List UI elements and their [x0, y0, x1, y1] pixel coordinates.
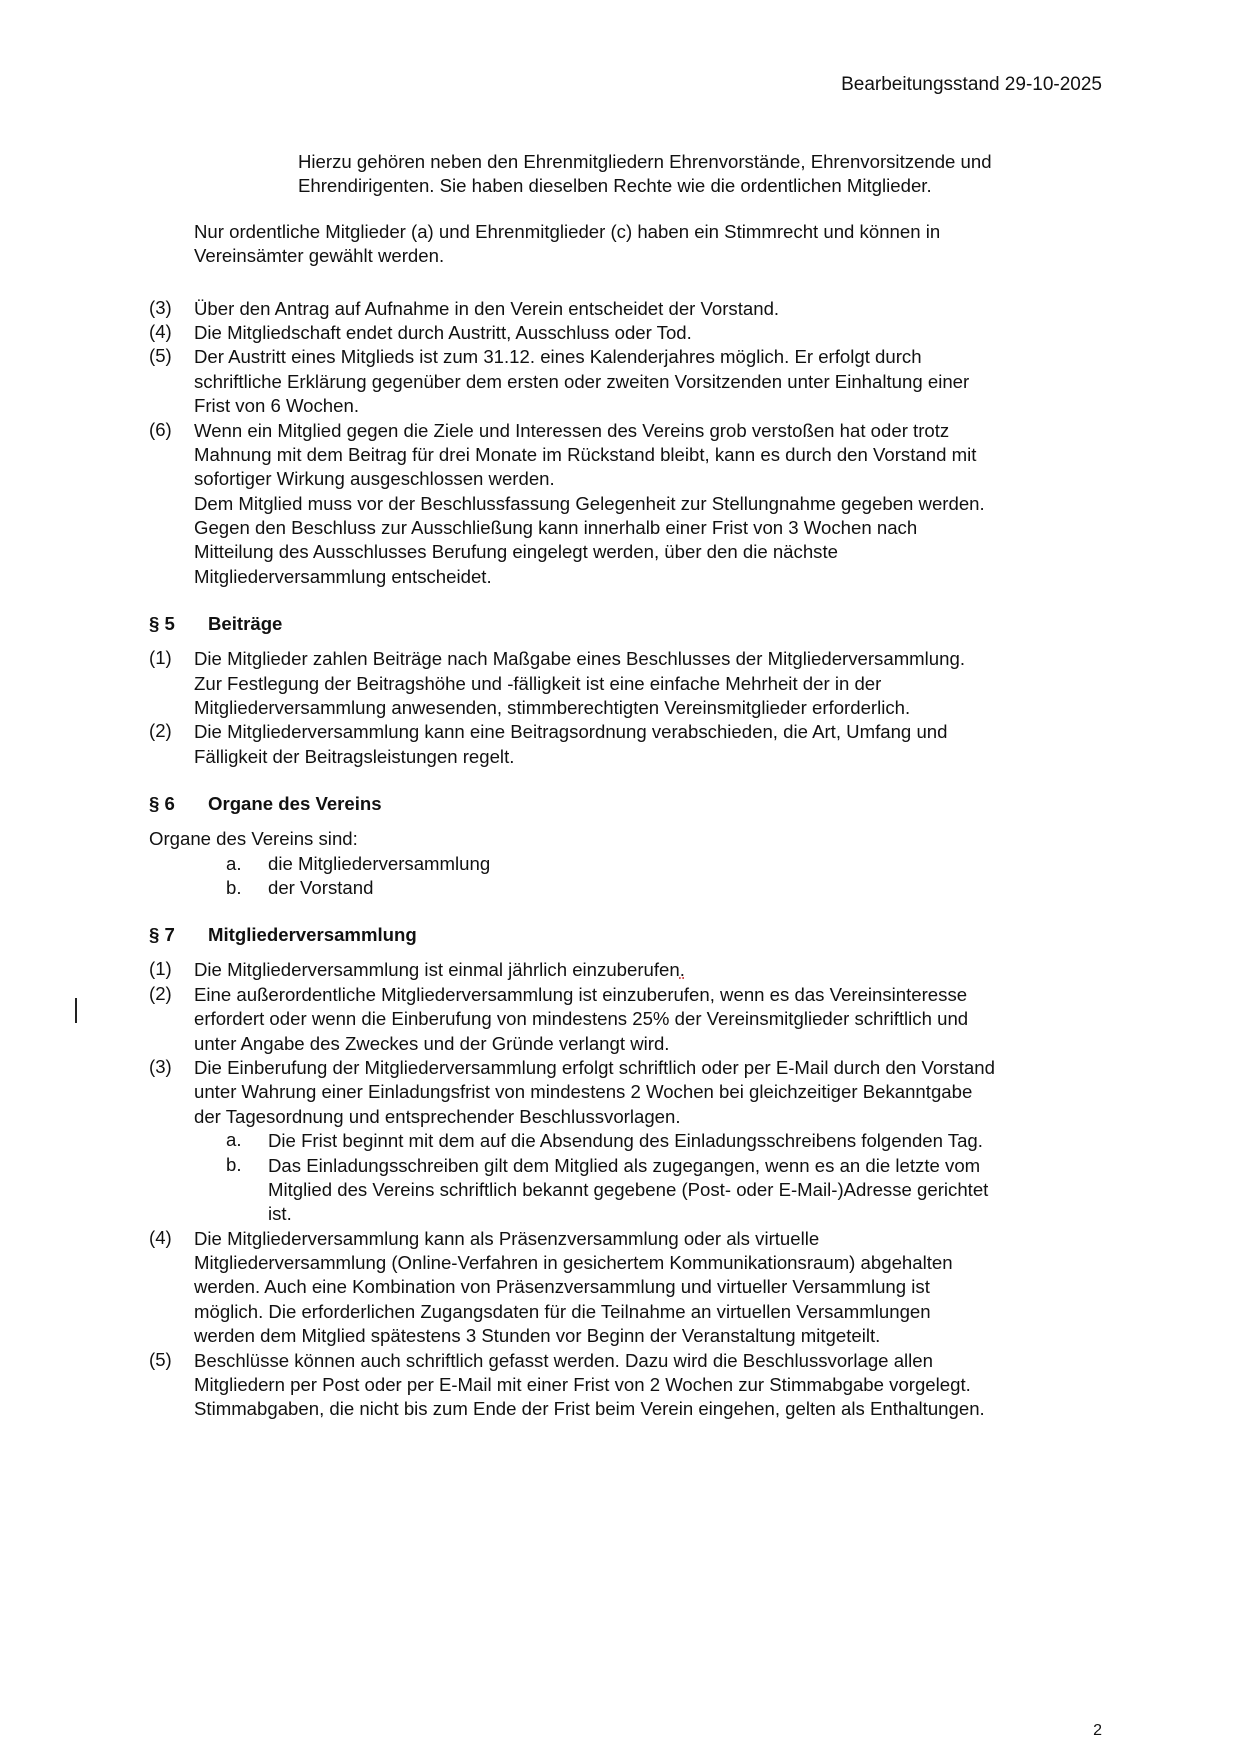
assembly-item-4 — [0, 1227, 1240, 1349]
list-line: Die Frist beginnt mit dem auf die Absendung des Einladungsschreibens folgenden Tag. — [268, 1130, 983, 1152]
item-line: Die Mitgliederversammlung kann als Präsenzversammlung oder als virtuelle — [194, 1227, 820, 1249]
list-line: Mitglied des Vereins schriftlich bekannt gegebene (Post- oder E-Mail-)Adresse gerichtet — [268, 1178, 989, 1200]
item-number: (6) — [149, 418, 172, 440]
item-number: (1) — [149, 958, 172, 980]
lettered-subitem — [0, 1154, 1240, 1227]
item-line: Die Mitglieder zahlen Beiträge nach Maßgabe eines Beschlusses der Mitgliederversammlung. — [194, 648, 965, 670]
list-letter: a. — [226, 1129, 242, 1151]
membership-items — [0, 297, 1240, 590]
item-line: Über den Antrag auf Aufnahme in den Verein entscheidet der Vorstand. — [194, 297, 780, 319]
list-text: die Mitgliederversammlung — [268, 852, 491, 874]
list-letter: a. — [226, 852, 242, 874]
lettered-subitem — [0, 1129, 1240, 1153]
item-line: Mitgliederversammlung (Online-Verfahren in gesichertem Kommunikationsraum) abgehalten — [194, 1252, 953, 1274]
numbered-item — [0, 983, 1240, 1056]
organ-item-b — [0, 876, 1240, 900]
list-letter: b. — [226, 876, 242, 898]
section-title: Beiträge — [208, 613, 283, 635]
list-line: ist. — [268, 1203, 292, 1225]
item-line: Eine außerordentliche Mitgliederversammlung ist einzuberufen, wenn es das Vereinsinteresse — [194, 983, 968, 1005]
text-line: Ehrendirigenten. Sie haben dieselben Rechte wie die ordentlichen Mitglieder. — [298, 175, 932, 197]
item-line: möglich. Die erforderlichen Zugangsdaten für die Teilnahme an virtuellen Versammlungen — [194, 1300, 931, 1322]
section-5-heading — [0, 611, 1240, 637]
honorary-members-paragraph — [0, 150, 1240, 199]
numbered-item — [0, 1056, 1240, 1129]
item-line: Fälligkeit der Beitragsleistungen regelt. — [194, 745, 515, 767]
item-line: Die Mitgliedschaft endet durch Austritt, Ausschluss oder Tod. — [194, 321, 692, 343]
organs-intro: Organe des Vereins sind: — [149, 828, 358, 850]
item-number: (4) — [149, 1226, 172, 1248]
item-line: Der Austritt eines Mitglieds ist zum 31.12. eines Kalenderjahres möglich. Er erfolgt durch — [194, 346, 922, 368]
item-line: werden dem Mitglied spätestens 3 Stunden vor Beginn der Veranstaltung mitgeteilt. — [194, 1325, 881, 1347]
list-text: der Vorstand — [268, 876, 374, 898]
page-number: 2 — [1093, 1722, 1102, 1739]
item-number: (2) — [149, 982, 172, 1004]
item-line: Mahnung mit dem Beitrag für drei Monate im Rückstand bleibt, kann es durch den Vorstand mit — [194, 443, 977, 465]
item-line: Die Einberufung der Mitgliederversammlung erfolgt schriftlich oder per E-Mail durch den Vorstand — [194, 1056, 995, 1078]
item-number: (5) — [149, 1348, 172, 1370]
item-line: Mitteilung des Ausschlusses Berufung eingelegt werden, über den die nächste — [194, 541, 838, 563]
section-title: Mitgliederversammlung — [208, 924, 417, 946]
item-number: (5) — [149, 345, 172, 367]
numbered-item — [0, 345, 1240, 418]
numbered-item — [0, 1349, 1240, 1422]
document-body — [0, 150, 1240, 1422]
section-7-heading — [0, 922, 1240, 948]
text-line: Hierzu gehören neben den Ehrenmitgliedern Ehrenvorstände, Ehrenvorsitzende und — [298, 151, 992, 172]
voting-rights-paragraph — [0, 220, 1240, 269]
item-line: sofortiger Wirkung ausgeschlossen werden. — [194, 468, 555, 490]
item-line: schriftliche Erklärung gegenüber dem ersten oder zweiten Vorsitzenden unter Einhaltung einer — [194, 370, 970, 392]
item-text: Die Mitgliederversammlung ist einmal jährlich einzuberufen — [194, 959, 680, 981]
numbered-item — [0, 1227, 1240, 1349]
item-line: Wenn ein Mitglied gegen die Ziele und Interessen des Vereins grob verstoßen hat oder trotz — [194, 419, 950, 441]
item-line: Frist von 6 Wochen. — [194, 395, 360, 417]
item-line: Dem Mitglied muss vor der Beschlussfassung Gelegenheit zur Stellungnahme gegeben werden. — [194, 492, 985, 514]
fees-items — [0, 647, 1240, 769]
item-number: (2) — [149, 720, 172, 742]
item-line: Mitgliedern per Post oder per E-Mail mit einer Frist von 2 Wochen zur Stimmabgabe vorgelegt. — [194, 1374, 971, 1396]
assembly-item-5 — [0, 1349, 1240, 1422]
list-letter: b. — [226, 1153, 242, 1175]
section-number: § 7 — [149, 924, 175, 946]
assembly-item-2 — [0, 983, 1240, 1056]
numbered-item — [0, 720, 1240, 769]
section-title: Organe des Vereins — [208, 793, 382, 815]
assembly-item-3-subitems — [0, 1129, 1240, 1227]
assembly-item-1 — [0, 958, 1240, 982]
text-line: Nur ordentliche Mitglieder (a) und Ehrenmitglieder (c) haben ein Stimmrecht und können in — [194, 220, 941, 242]
list-line: Das Einladungsschreiben gilt dem Mitglied als zugegangen, wenn es an die letzte vom — [268, 1154, 981, 1176]
numbered-item — [0, 419, 1240, 590]
section-number: § 5 — [149, 613, 175, 635]
organ-item-a — [0, 852, 1240, 876]
item-number: (3) — [149, 1055, 172, 1077]
item-line: Gegen den Beschluss zur Ausschließung kann innerhalb einer Frist von 3 Wochen nach — [194, 517, 918, 539]
numbered-item — [0, 297, 1240, 321]
item-line: unter Angabe des Zweckes und der Gründe verlangt wird. — [194, 1032, 670, 1054]
numbered-item — [0, 321, 1240, 345]
section-number: § 6 — [149, 793, 175, 815]
assembly-item-3 — [0, 1056, 1240, 1129]
item-line: Mitgliederversammlung entscheidet. — [194, 565, 492, 587]
edit-status-header: Bearbeitungsstand 29-10-2025 — [841, 74, 1102, 95]
item-line: Mitgliederversammlung anwesenden, stimmberechtigten Vereinsmitglieder erforderlich. — [194, 697, 911, 719]
item-line: der Tagesordnung und entsprechender Beschlussvorlagen. — [194, 1105, 681, 1127]
item-line: Die Mitgliederversammlung kann eine Beitragsordnung verabschieden, die Art, Umfang und — [194, 721, 948, 743]
item-number: (4) — [149, 320, 172, 342]
numbered-item — [0, 647, 1240, 720]
item-line: unter Wahrung einer Einladungsfrist von mindestens 2 Wochen bei gleichzeitiger Bekanntgabe — [194, 1081, 973, 1103]
item-line: werden. Auch eine Kombination von Präsenzversammlung und virtueller Versammlung ist — [194, 1276, 930, 1298]
text-line: Vereinsämter gewählt werden. — [194, 245, 445, 267]
item-line: Beschlüsse können auch schriftlich gefasst werden. Dazu wird die Beschlussvorlage allen — [194, 1349, 933, 1371]
item-number: (3) — [149, 296, 172, 318]
item-line: Stimmabgaben, die nicht bis zum Ende der Frist beim Verein eingehen, gelten als Enthaltungen. — [194, 1398, 985, 1420]
item-line: erfordert oder wenn die Einberufung von mindestens 25% der Vereinsmitglieder schriftlich und — [194, 1008, 969, 1030]
item-line: Zur Festlegung der Beitragshöhe und -fälligkeit ist eine einfache Mehrheit der in der — [194, 672, 882, 694]
item-number: (1) — [149, 647, 172, 669]
tracked-change-mark: . — [679, 959, 685, 981]
section-6-heading — [0, 791, 1240, 817]
